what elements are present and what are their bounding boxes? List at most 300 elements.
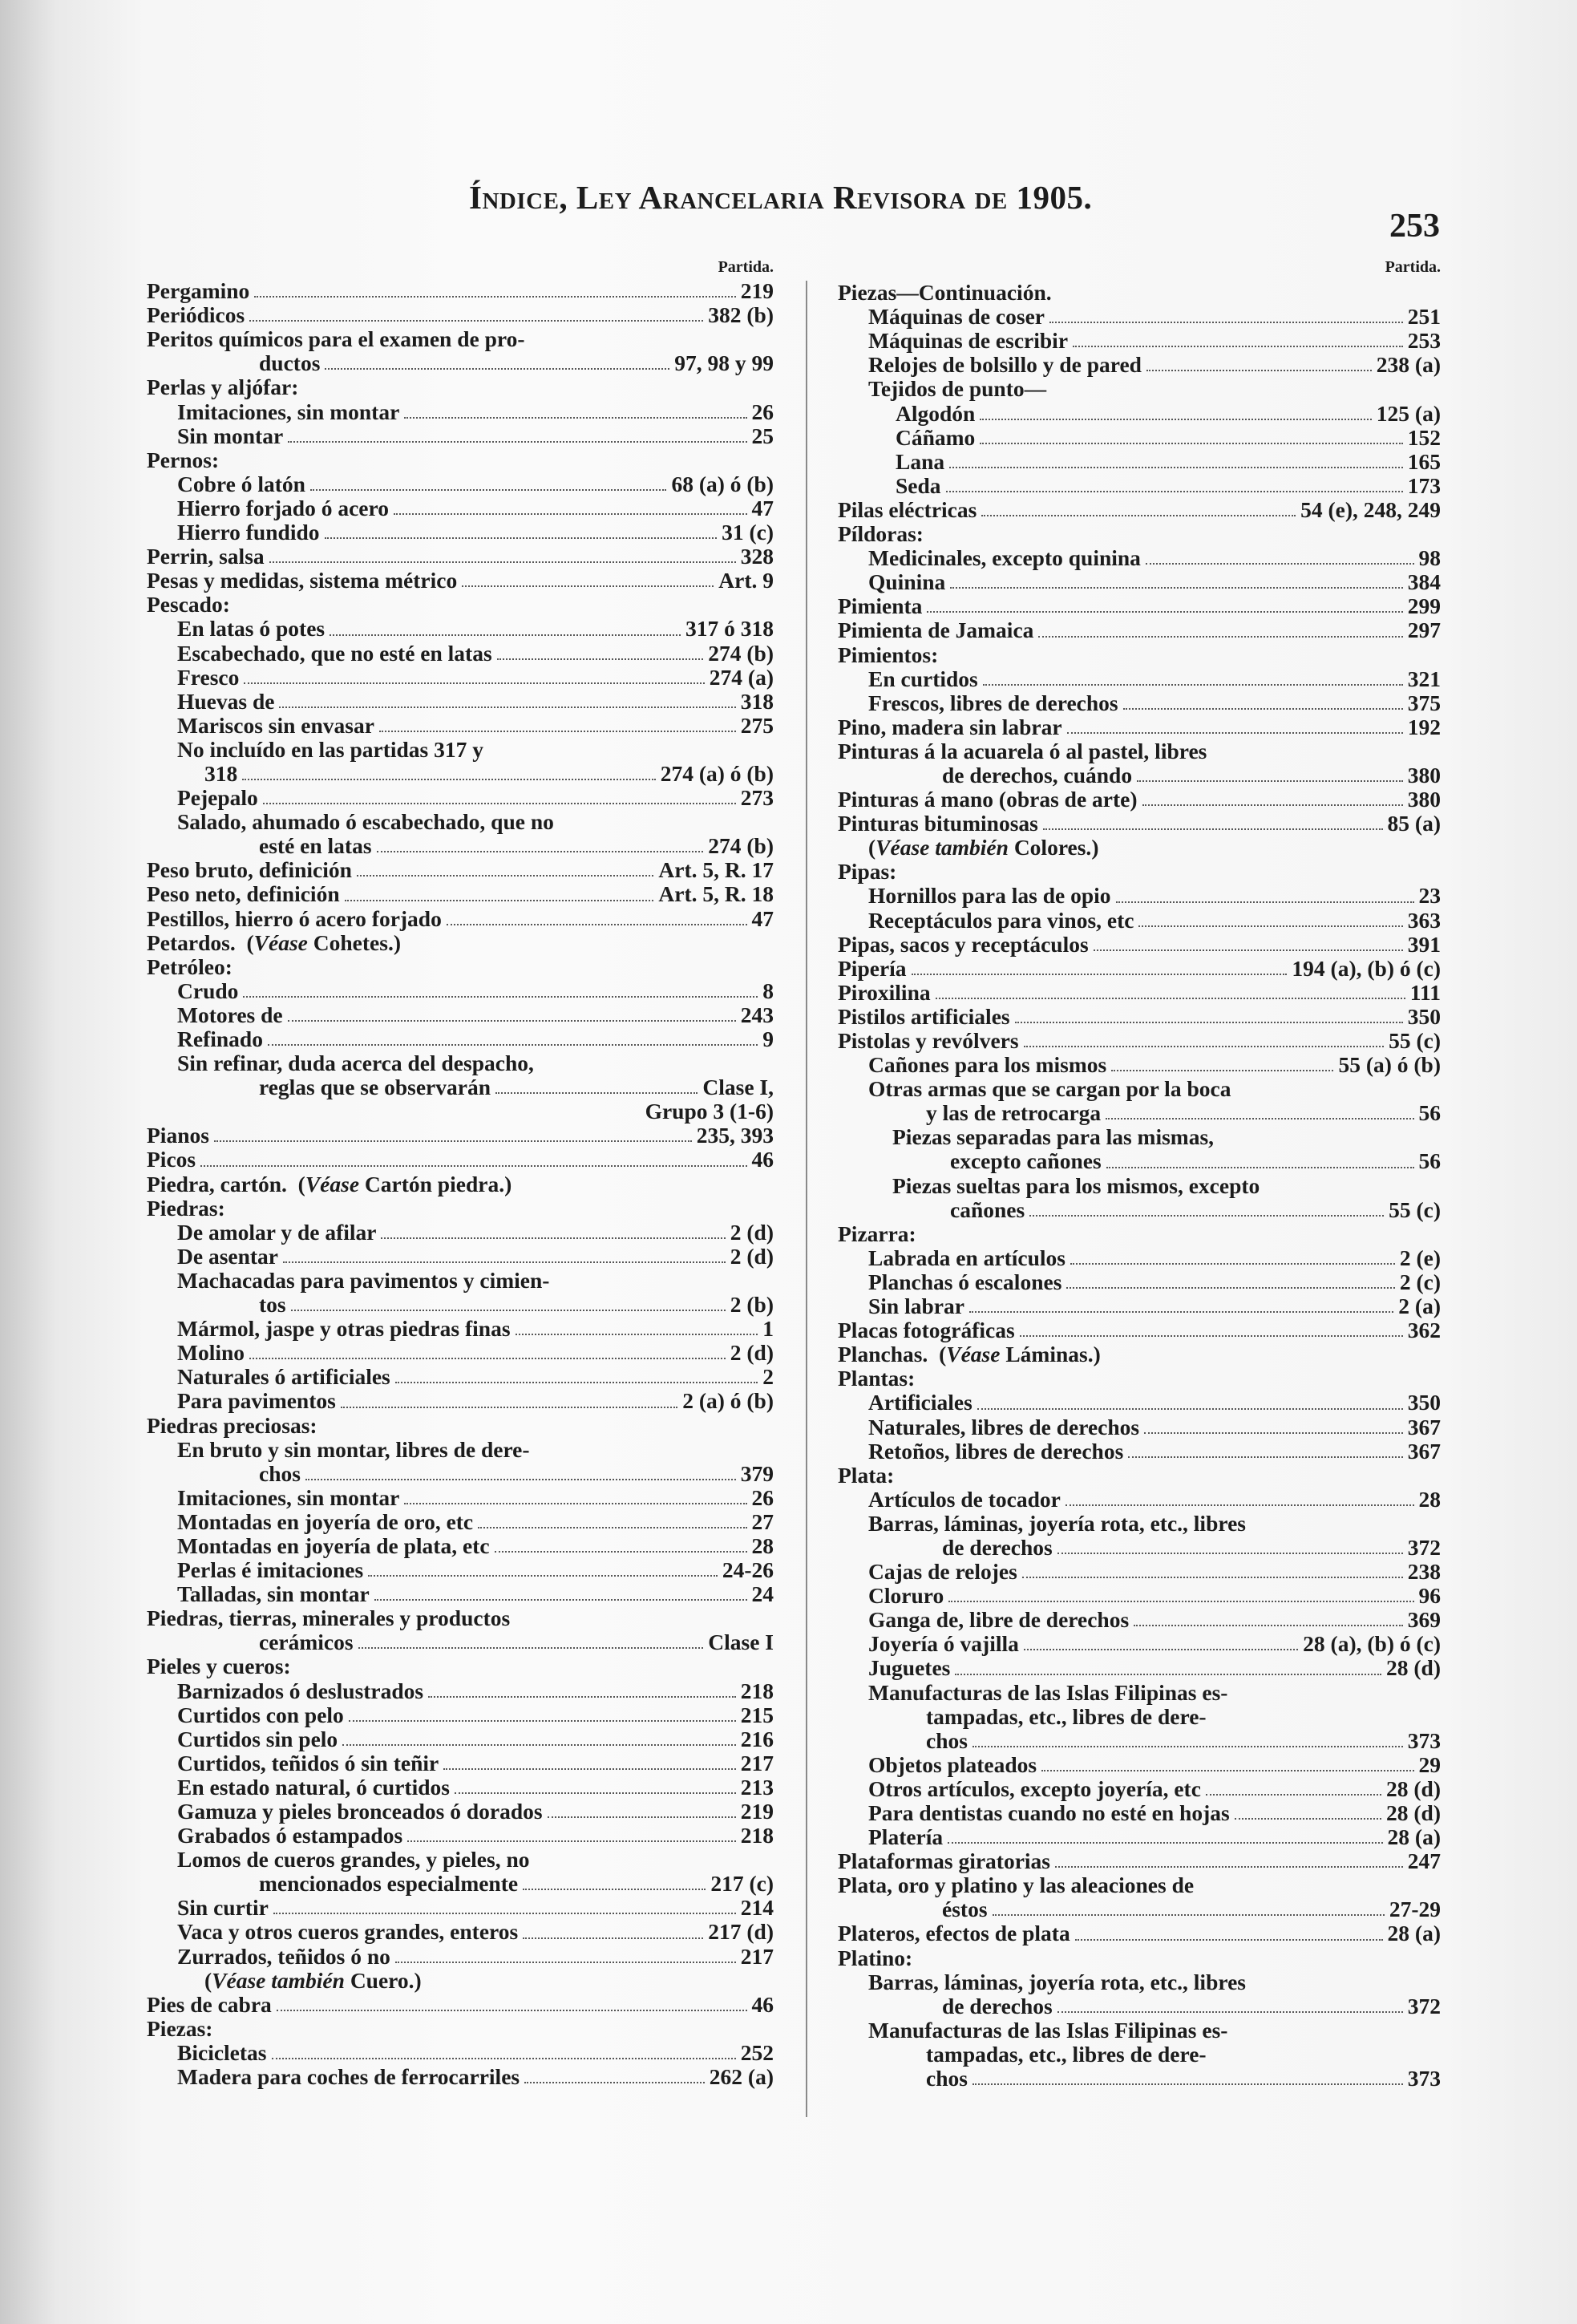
index-entry: Pimienta de Jamaica 297 — [838, 618, 1447, 642]
index-subentry: Ganga de, libre de derechos 369 — [838, 1608, 1447, 1632]
index-heading: Piezas—Continuación. — [838, 280, 1052, 306]
dot-leader — [1022, 1577, 1403, 1578]
partida-ref: 243 — [740, 1002, 774, 1027]
index-subentry-text: No incluído en las partidas 317 y — [177, 736, 484, 762]
partida-ref: 1 — [762, 1316, 774, 1342]
partida-ref: 216 — [740, 1726, 774, 1751]
index-entry: de derechos, cuándo 380 — [838, 763, 1447, 787]
index-entry-text: Plata, oro y platino y las aleaciones de — [838, 1873, 1195, 1898]
partida-ref: 2 (a) — [1398, 1294, 1441, 1319]
index-subentry: chos 373 — [838, 2067, 1447, 2091]
dot-leader — [377, 851, 704, 852]
dot-leader — [345, 900, 654, 901]
partida-ref: 97, 98 y 99 — [674, 350, 774, 376]
index-subentry: Platería 28 (a) — [838, 1825, 1447, 1849]
index-heading: Petróleo: — [147, 953, 233, 979]
dot-leader — [455, 1792, 736, 1794]
index-subentry: Máquinas de coser 251 — [838, 305, 1447, 329]
partida-ref: 373 — [1407, 2066, 1441, 2091]
partida-ref: 219 — [740, 278, 774, 304]
partida-column-heading: Partida. — [718, 258, 774, 276]
partida-ref: 362 — [1407, 1318, 1441, 1343]
partida-ref: 375 — [1407, 690, 1441, 715]
partida-ref: 24 — [751, 1581, 774, 1607]
index-subentry: Escabechado, que no esté en latas 274 (b) — [147, 642, 780, 666]
index-subentry: De asentar 2 (d) — [147, 1245, 780, 1269]
index-subentry: de derechos 372 — [838, 1994, 1447, 2018]
partida-ref: 152 — [1407, 424, 1441, 450]
dot-leader — [1123, 708, 1403, 710]
index-subentry: Mariscos sin envasar 275 — [147, 714, 780, 738]
partida-ref: 218 — [740, 1823, 774, 1848]
partida-ref: 24-26 — [722, 1557, 774, 1583]
partida-ref: 318 — [740, 688, 774, 714]
partida-ref: 217 — [740, 1943, 774, 1969]
dot-leader — [1137, 780, 1403, 782]
index-subentry: Mármol, jaspe y otras piedras finas 1 — [147, 1317, 780, 1341]
index-entry-text: Peritos químicos para el examen de pro- — [147, 326, 525, 352]
index-subentry: Curtidos, teñidos ó sin teñir 217 — [147, 1751, 780, 1775]
partida-ref: 373 — [1407, 1727, 1441, 1753]
dot-leader — [242, 779, 655, 780]
partida-ref: 28 (d) — [1386, 1655, 1441, 1681]
dot-leader — [249, 320, 703, 322]
partida-ref: 28 — [1418, 1486, 1441, 1512]
partida-ref: 317 ó 318 — [685, 616, 774, 642]
index-heading: Pimientos: — [838, 642, 939, 667]
dot-leader — [981, 515, 1296, 516]
index-entry: Pianos 235, 393 — [147, 1124, 780, 1148]
index-subentry: Cañones para los mismos 55 (a) ó (b) — [838, 1053, 1447, 1077]
partida-ref: 273 — [740, 785, 774, 811]
dot-leader — [288, 1020, 736, 1022]
index-subentry: Joyería ó vajilla 28 (a), (b) ó (c) — [838, 1632, 1447, 1656]
index-subentry: Seda 173 — [838, 474, 1447, 498]
partida-ref: 380 — [1407, 787, 1441, 812]
dot-leader — [1138, 925, 1402, 927]
partida-ref: 274 (a) — [709, 664, 774, 690]
dot-leader — [447, 924, 747, 925]
dot-leader — [1106, 1118, 1413, 1119]
dot-leader — [1142, 804, 1403, 806]
index-subentry: Receptáculos para vinos, etc 363 — [838, 909, 1447, 933]
dot-leader — [244, 682, 704, 684]
partida-ref: 262 (a) — [709, 2064, 774, 2090]
dot-leader — [288, 441, 746, 443]
dot-leader — [404, 417, 746, 419]
index-heading: Pescado: — [147, 592, 230, 617]
dot-leader — [279, 707, 735, 708]
index-subentry: esté en latas 274 (b) — [147, 834, 780, 858]
dot-leader — [1111, 1070, 1333, 1071]
dot-leader — [977, 1408, 1403, 1410]
index-subentry-text: tampadas, etc., libres de dere- — [926, 1703, 1207, 1729]
index-heading: Píldoras: — [838, 521, 924, 547]
dot-leader — [1049, 322, 1403, 323]
index-entry: Pimienta 299 — [838, 594, 1447, 618]
partida-ref: 274 (a) ó (b) — [660, 760, 774, 786]
partida-ref: 363 — [1407, 907, 1441, 933]
index-subentry-text: Manufacturas de las Islas Filipinas es- — [868, 2017, 1228, 2043]
partida-ref: 299 — [1407, 593, 1441, 619]
index-entry: Pino, madera sin labrar 192 — [838, 715, 1447, 739]
index-subentry: tos 2 (b) — [147, 1293, 780, 1317]
partida-ref: 2 (a) ó (b) — [682, 1388, 774, 1414]
index-subentry: Otros artículos, excepto joyería, etc 28 (d) — [838, 1777, 1447, 1801]
partida-ref: 391 — [1407, 931, 1441, 957]
index-entry-see: Planchas. (Véase Láminas.) — [838, 1342, 1101, 1367]
dot-leader — [254, 296, 735, 298]
dot-leader — [936, 998, 1405, 999]
dot-leader — [1235, 1818, 1381, 1820]
dot-leader — [524, 2082, 705, 2083]
partida-ref: 367 — [1407, 1414, 1441, 1439]
partida-ref: 274 (b) — [708, 833, 774, 859]
dot-leader — [381, 1237, 725, 1239]
partida-ref: 379 — [740, 1460, 774, 1486]
partida-ref: 192 — [1407, 714, 1441, 739]
partida-ref: 46 — [751, 1147, 774, 1172]
dot-leader — [214, 1140, 692, 1142]
dot-leader — [272, 2058, 736, 2059]
dot-leader — [1015, 1022, 1403, 1023]
index-subentry-text: Barras, láminas, joyería rota, etc., libres — [868, 1510, 1246, 1536]
index-subentry: Curtidos con pelo 215 — [147, 1703, 780, 1727]
dot-leader — [516, 1334, 758, 1335]
dot-leader — [478, 1527, 746, 1528]
dot-leader — [523, 1889, 706, 1890]
partida-ref: 55 (c) — [1389, 1028, 1441, 1053]
index-subentry: Sin labrar 2 (a) — [838, 1294, 1447, 1318]
dot-leader — [349, 1720, 736, 1722]
index-subentry: Hierro fundido 31 (c) — [147, 520, 780, 545]
index-entry: Peso bruto, definición Art. 5, R. 17 — [147, 858, 780, 882]
partida-ref: 328 — [740, 544, 774, 569]
dot-leader — [1043, 828, 1383, 830]
index-subentry: Vaca y otros cueros grandes, enteros 217 (d) — [147, 1920, 780, 1944]
index-subheading: Tejidos de punto— — [868, 376, 1047, 402]
dot-leader — [310, 489, 667, 491]
partida-ref: Clase I — [708, 1630, 774, 1655]
index-subentry: Artículos de tocador 28 — [838, 1488, 1447, 1512]
partida-ref: 55 (a) ó (b) — [1338, 1052, 1441, 1078]
index-entry: Plateros, efectos de plata 28 (a) — [838, 1921, 1447, 1945]
dot-leader — [980, 419, 1371, 420]
index-subentry: Fresco 274 (a) — [147, 666, 780, 690]
partida-ref: 31 (c) — [722, 520, 774, 545]
partida-ref: 26 — [751, 399, 774, 424]
dot-leader — [927, 611, 1402, 613]
column-divider — [806, 281, 807, 2117]
index-subentry: De amolar y de afilar 2 (d) — [147, 1221, 780, 1245]
partida-ref: 28 (a) — [1387, 1921, 1441, 1946]
partida-ref: 274 (b) — [708, 640, 774, 666]
index-heading: Pieles y cueros: — [147, 1654, 291, 1679]
dot-leader — [1067, 732, 1403, 734]
index-subentry: y las de retrocarga 56 — [838, 1101, 1447, 1125]
index-subentry: Hornillos para las de opio 23 — [838, 884, 1447, 908]
partida-ref: Art. 5, R. 17 — [658, 857, 774, 883]
partida-ref: 252 — [740, 2039, 774, 2065]
dot-leader — [1041, 1770, 1413, 1771]
partida-ref: 253 — [1407, 328, 1441, 354]
index-subentry: Lana 165 — [838, 450, 1447, 474]
page-number: 253 — [1389, 208, 1440, 245]
index-subentry-text: Sin refinar, duda acerca del despacho, — [177, 1051, 534, 1076]
dot-leader — [948, 1842, 1382, 1844]
partida-ref: 46 — [751, 1991, 774, 2017]
index-subentry-text: Piezas separadas para las mismas, — [892, 1124, 1215, 1150]
dot-leader — [955, 1674, 1381, 1675]
dot-leader — [912, 974, 1288, 975]
dot-leader — [443, 1768, 736, 1770]
dot-leader — [949, 467, 1403, 468]
dot-leader — [1020, 1335, 1403, 1337]
dot-leader — [379, 731, 736, 732]
index-subentry: Frescos, libres de derechos 375 — [838, 691, 1447, 715]
dot-leader — [305, 1479, 736, 1480]
dot-leader — [462, 585, 714, 587]
partida-ref: Clase I, — [702, 1075, 774, 1100]
dot-leader — [395, 1962, 736, 1963]
dot-leader — [972, 2083, 1403, 2085]
partida-ref: 28 (a), (b) ó (c) — [1303, 1631, 1441, 1657]
index-subentry: 318 274 (a) ó (b) — [147, 762, 780, 786]
index-entry: cerámicos Clase I — [147, 1630, 780, 1654]
see-also-reference: (Véase también Cuero.) — [204, 1967, 422, 1993]
partida-ref: 350 — [1407, 1390, 1441, 1415]
left-column — [147, 255, 780, 2089]
partida-ref: 350 — [1407, 1003, 1441, 1029]
partida-ref: 218 — [740, 1678, 774, 1703]
partida-ref: 173 — [1407, 472, 1441, 498]
index-subentry: Montadas en joyería de plata, etc 28 — [147, 1534, 780, 1558]
index-subentry: Talladas, sin montar 24 — [147, 1582, 780, 1606]
dot-leader — [523, 1937, 703, 1939]
partida-ref: 125 (a) — [1376, 400, 1441, 426]
dot-leader — [249, 1358, 726, 1359]
partida-ref: 380 — [1407, 762, 1441, 787]
index-subentry: Montadas en joyería de oro, etc 27 — [147, 1510, 780, 1534]
dot-leader — [394, 513, 747, 515]
page-header — [0, 175, 1577, 245]
dot-leader — [993, 1914, 1385, 1916]
index-subentry: Cloruro 96 — [838, 1584, 1447, 1608]
index-entry: Plataformas giratorias 247 — [838, 1849, 1447, 1873]
index-subentry: Máquinas de escribir 253 — [838, 329, 1447, 353]
index-subentry-text: En bruto y sin montar, libres de dere- — [177, 1436, 530, 1462]
dot-leader — [263, 803, 736, 804]
partida-ref: 321 — [1407, 666, 1441, 691]
dot-leader — [1029, 1215, 1384, 1217]
dot-leader — [1055, 1866, 1403, 1868]
partida-ref: 55 (c) — [1389, 1196, 1441, 1222]
dot-leader — [283, 1261, 726, 1263]
partida-ref: 47 — [751, 905, 774, 931]
index-entry: Pistilos artificiales 350 — [838, 1005, 1447, 1029]
partida-ref-continued: Grupo 3 (1-6) — [645, 1099, 774, 1124]
dot-leader — [948, 1601, 1413, 1602]
dot-leader — [969, 1311, 1393, 1313]
dot-leader — [325, 368, 669, 370]
partida-ref: 238 (a) — [1376, 352, 1441, 378]
partida-ref: 54 (e), 248, 249 — [1300, 496, 1441, 522]
dot-leader — [1106, 1167, 1414, 1168]
dot-leader — [358, 1647, 704, 1649]
partida-ref: 2 — [762, 1364, 774, 1390]
dot-leader — [1206, 1794, 1381, 1796]
index-subentry: Madera para coches de ferrocarriles 262 (a) — [147, 2065, 780, 2089]
index-heading: Plata: — [838, 1462, 895, 1488]
index-subentry: Crudo 8 — [147, 979, 780, 1003]
dot-leader — [1057, 2011, 1403, 2013]
index-subentry: Medicinales, excepto quinina 98 — [838, 546, 1447, 570]
partida-ref: 372 — [1407, 1993, 1441, 2018]
index-subentry: Objetos plateados 29 — [838, 1753, 1447, 1777]
partida-ref: 384 — [1407, 569, 1441, 595]
index-subentry: Huevas de 318 — [147, 690, 780, 714]
dot-leader — [374, 1599, 747, 1601]
index-heading: Piedras: — [147, 1195, 225, 1221]
index-subentry: mencionados especialmente 217 (c) — [147, 1872, 780, 1896]
dot-leader — [341, 1407, 677, 1408]
index-subentry: Barnizados ó deslustrados 218 — [147, 1679, 780, 1703]
dot-leader — [497, 658, 704, 660]
partida-ref: 23 — [1418, 883, 1441, 909]
partida-ref: 29 — [1418, 1751, 1441, 1777]
see-also-reference: (Véase también Colores.) — [868, 835, 1099, 860]
dot-leader — [1144, 1432, 1403, 1434]
index-subentry-text: Barras, láminas, joyería rota, etc., libres — [868, 1969, 1246, 1994]
index-subentry: excepto cañones 56 — [838, 1149, 1447, 1173]
index-entry: Pistolas y revólvers 55 (c) — [838, 1029, 1447, 1053]
partida-ref: 56 — [1418, 1100, 1441, 1126]
index-entry: Placas fotográficas 362 — [838, 1318, 1447, 1342]
dot-leader — [1075, 1939, 1383, 1941]
dot-leader — [950, 587, 1402, 589]
index-heading: Pipas: — [838, 859, 897, 885]
dot-leader — [277, 2010, 747, 2011]
dot-leader — [291, 1310, 726, 1311]
index-entry-see: Piedra, cartón. (Véase Cartón piedra.) — [147, 1171, 512, 1196]
index-subentry: Quinina 384 — [838, 570, 1447, 594]
index-subentry: Planchas ó escalones 2 (c) — [838, 1270, 1447, 1294]
index-subentry: Motores de 243 — [147, 1003, 780, 1027]
dot-leader — [1057, 1553, 1403, 1554]
partida-ref: 165 — [1407, 448, 1441, 474]
partida-ref: 369 — [1407, 1607, 1441, 1633]
partida-ref: 214 — [740, 1895, 774, 1921]
index-subentry: Sin curtir 214 — [147, 1896, 780, 1920]
index-subentry: Imitaciones, sin montar 26 — [147, 400, 780, 424]
index-subentry-text: Lomos de cueros grandes, y pieles, no — [177, 1847, 530, 1873]
dot-leader — [342, 1744, 736, 1746]
dot-leader — [983, 684, 1403, 686]
partida-ref: 96 — [1418, 1583, 1441, 1609]
partida-ref: 382 (b) — [708, 302, 774, 328]
index-subentry: cañones 55 (c) — [838, 1198, 1447, 1222]
dot-leader — [269, 561, 736, 563]
index-subentry: Zurrados, teñidos ó no 217 — [147, 1945, 780, 1969]
partida-ref: 28 (d) — [1386, 1775, 1441, 1801]
partida-ref: 247 — [1407, 1848, 1441, 1874]
index-entry: Pestillos, hierro ó acero forjado 47 — [147, 907, 780, 931]
dot-leader — [1146, 370, 1372, 371]
partida-ref: 251 — [1407, 304, 1441, 330]
index-heading: Pizarra: — [838, 1221, 916, 1246]
dot-leader — [200, 1165, 746, 1167]
partida-ref: 297 — [1407, 617, 1441, 643]
index-subentry-text: Manufacturas de las Islas Filipinas es- — [868, 1679, 1228, 1705]
index-entry: Peso neto, definición Art. 5, R. 18 — [147, 882, 780, 906]
index-entry: Pesas y medidas, sistema métrico Art. 9 — [147, 569, 780, 593]
partida-ref: 47 — [751, 495, 774, 520]
index-subentry: reglas que se observarán Clase I, — [147, 1075, 780, 1099]
dot-leader — [946, 491, 1403, 492]
partida-ref: Art. 9 — [718, 568, 774, 593]
dot-leader — [1024, 1649, 1298, 1650]
index-heading: Pernos: — [147, 447, 220, 472]
index-subentry: Sin montar 25 — [147, 424, 780, 448]
partida-ref: 8 — [762, 978, 774, 1003]
dot-leader — [1094, 949, 1403, 951]
index-subentry: Curtidos sin pelo 216 — [147, 1727, 780, 1751]
dot-leader — [972, 1746, 1403, 1747]
dot-leader — [330, 634, 681, 636]
index-entry-text: Pinturas á la acuarela ó al pastel, libres — [838, 738, 1207, 763]
partida-ref: 25 — [751, 423, 774, 448]
partida-ref: 28 (a) — [1387, 1824, 1441, 1850]
dot-leader — [1070, 1263, 1395, 1265]
index-subentry: Perlas é imitaciones 24-26 — [147, 1558, 780, 1582]
partida-ref: 217 (d) — [708, 1919, 774, 1945]
index-heading: Platino: — [838, 1945, 913, 1970]
index-entry: Pinturas á mano (obras de arte) 380 — [838, 787, 1447, 812]
index-entry-text: Piedras, tierras, minerales y productos — [147, 1605, 511, 1631]
index-subentry: Cáñamo 152 — [838, 426, 1447, 450]
dot-leader — [428, 1696, 736, 1698]
index-subentry: Para dentistas cuando no esté en hojas 28 (d) — [838, 1801, 1447, 1825]
index-subentry: Artificiales 350 — [838, 1391, 1447, 1415]
dot-leader — [325, 537, 718, 539]
partida-ref: 372 — [1407, 1534, 1441, 1560]
running-title: Índice, Ley Arancelaria Revisora de 1905. — [469, 179, 1093, 216]
index-entry: Periódicos 382 (b) — [147, 303, 780, 327]
partida-ref: 28 — [751, 1532, 774, 1558]
partida-ref: 2 (e) — [1399, 1245, 1441, 1270]
partida-ref: 68 (a) ó (b) — [671, 471, 774, 496]
index-subentry: En curtidos 321 — [838, 667, 1447, 691]
dot-leader — [407, 1840, 736, 1842]
index-subentry: Hierro forjado ó acero 47 — [147, 496, 780, 520]
partida-ref: 215 — [740, 1702, 774, 1727]
index-subentry: Pejepalo 273 — [147, 786, 780, 810]
partida-ref: 275 — [740, 712, 774, 738]
partida-ref: 2 (d) — [730, 1219, 774, 1245]
index-subentry: Naturales ó artificiales 2 — [147, 1365, 780, 1389]
partida-ref: 213 — [740, 1774, 774, 1800]
index-heading: Perlas y aljófar: — [147, 375, 299, 400]
partida-ref: 2 (b) — [730, 1292, 774, 1318]
partida-ref: 26 — [751, 1484, 774, 1510]
dot-leader — [495, 1092, 698, 1094]
index-entry: Piroxilina 111 — [838, 981, 1447, 1005]
index-subentry: Naturales, libres de derechos 367 — [838, 1415, 1447, 1439]
dot-leader — [548, 1816, 736, 1818]
dot-leader — [1066, 1287, 1394, 1289]
dot-leader — [980, 443, 1402, 444]
partida-ref: 27-29 — [1389, 1897, 1441, 1922]
